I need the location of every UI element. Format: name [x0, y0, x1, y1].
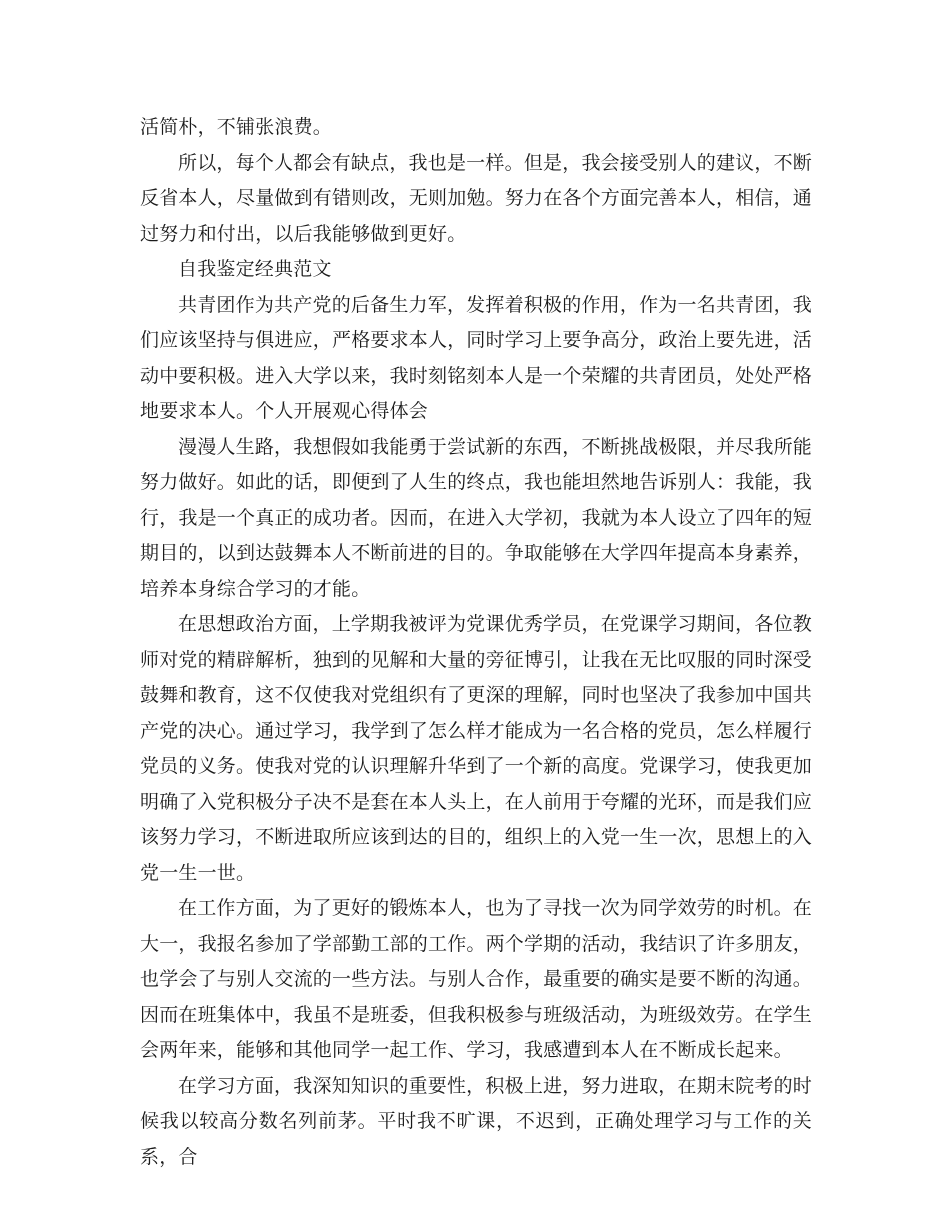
- paragraph-political-thought: 在思想政治方面，上学期我被评为党课优秀学员，在党课学习期间，各位教师对党的精辟解析，独到的见解和大量的旁征博引，让我在无比叹服的同时深受鼓舞和教育，这不仅使我对党组织有了更深的理解，同时也坚决了我参加中国共产党的决心。通过学习，我学到了怎么样才能成为一名合格的党员，怎么样履行党员的义务。使我对党的认识理解升华到了一个新的高度。党课学习，使我更加明确了入党积极分子决不是套在本人头上，在人前用于夸耀的光环，而是我们应该努力学习，不断进取所应该到达的目的，组织上的入党一生一次，思想上的入党一生一世。: [140, 613, 813, 884]
- paragraph-shortcomings: 所以，每个人都会有缺点，我也是一样。但是，我会接受别人的建议，不断反省本人，尽量做到有错则改，无则加勉。努力在各个方面完善本人，相信，通过努力和付出，以后我能够做到更好。: [140, 151, 813, 245]
- paragraph-work: 在工作方面，为了更好的锻炼本人，也为了寻找一次为同学效劳的时机。在大一，我报名参加了学部勤工部的工作。两个学期的活动，我结识了许多朋友，也学会了与别人交流的一些方法。与别人合作，最重要的确实是要不断的沟通。因而在班集体中，我虽不是班委，但我积极参与班级活动，为班级效劳。在学生会两年来，能够和其他同学一起工作、学习，我感遭到本人在不断成长起来。: [140, 897, 813, 1061]
- paragraph-life-goals: 漫漫人生路，我想假如我能勇于尝试新的东西，不断挑战极限，并尽我所能努力做好。如此的话，即便到了人生的终点，我也能坦然地告诉别人：我能，我行，我是一个真正的成功者。因而，在进入大学初，我就为本人设立了四年的短期目的，以到达鼓舞本人不断前进的目的。争取能够在大学四年提高本身素养，培养本身综合学习的才能。: [140, 435, 813, 600]
- paragraph-youth-league: 共青团作为共产党的后备生力军，发挥着积极的作用，作为一名共青团，我们应该坚持与俱进应，严格要求本人，同时学习上要争高分，政治上要先进，活动中要积极。进入大学以来，我时刻铭刻本人是一个荣耀的共青团员，处处严格地要求本人。个人开展观心得体会: [140, 293, 813, 422]
- section-heading: 自我鉴定经典范文: [178, 258, 332, 280]
- paragraph-study: 在学习方面，我深知知识的重要性，积极上进，努力进取，在期末院考的时候我以较高分数名列前茅。平时我不旷课，不迟到，正确处理学习与工作的关系，合: [140, 1074, 812, 1168]
- paragraph-continuation: 活简朴，不铺张浪费。: [140, 116, 333, 138]
- document-page: [140, 110, 812, 1175]
